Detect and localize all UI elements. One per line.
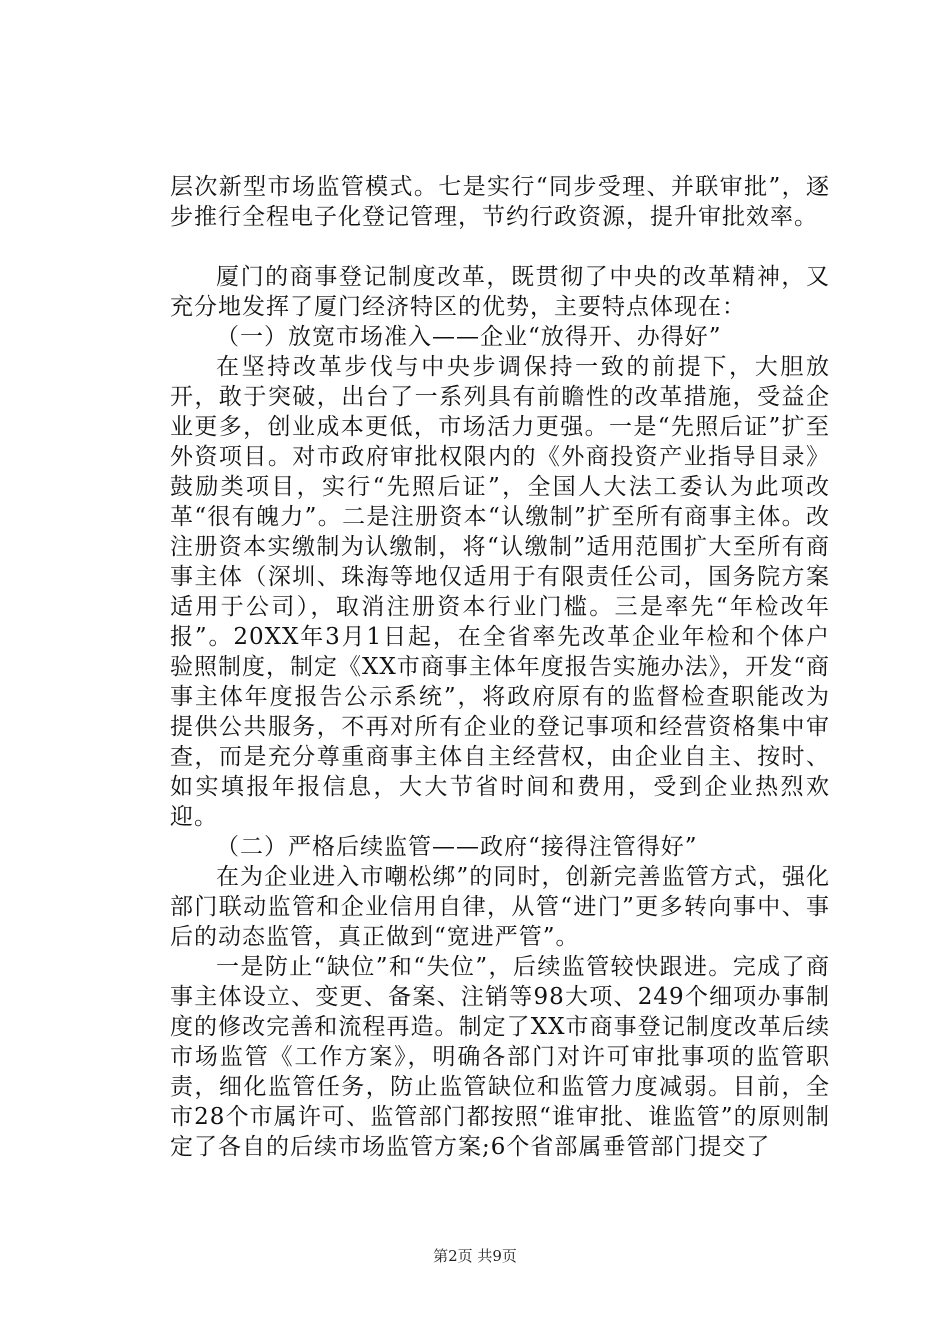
paragraph-supervision: 在为企业进入市嘲松绑”的同时，创新完善监管方式，强化部门联动监管和企业信用自律，从管“进门”更多转向事中、事后的动态监管，真正做到“宽进严管”。 xyxy=(170,864,830,950)
page-number-footer: 第2页 共9页 xyxy=(433,1247,517,1265)
paragraph-intro: 厦门的商事登记制度改革，既贯彻了中央的改革精神，又充分地发挥了厦门经济特区的优势，主要特点体现在： xyxy=(170,264,830,320)
section-heading-1: （一）放宽市场准入——企业“放得开、办得好” xyxy=(216,324,722,350)
paragraph-continuation: 层次新型市场监管模式。七是实行“同步受理、并联审批”，逐步推行全程电子化登记管理，节约行政资源，提升审批效率。 xyxy=(170,174,830,230)
document-body xyxy=(170,172,830,1162)
section-heading-2: （二）严格后续监管——政府“接得注管得好” xyxy=(216,834,698,860)
paragraph-market-access: 在坚持改革步伐与中央步调保持一致的前提下，大胆放开，敢于突破，出台了一系列具有前瞻性的改革措施，受益企业更多，创业成本更低，市场活力更强。一是“先照后证”扩至外资项目。对市政府审批权限内的《外商投资产业指导目录》鼓励类项目，实行“先照后证”，全国人大法工委认为此项改革“很有魄力”。二是注册资本“认缴制”扩至所有商事主体。改注册资本实缴制为认缴制，将“认缴制”适用范围扩大至所有商事主体（深圳、珠海等地仅适用于有限责任公司，国务院方案适用于公司），取消注册资本行业门槛。三是率先“年检改年报”。20XX年3月1日起，在全省率先改革企业年检和个体户验照制度，制定《XX市商事主体年度报告实施办法》，开发“商事主体年度报告公示系统”，将政府原有的监督检查职能改为提供公共服务，不再对所有企业的登记事项和经营资格集中审查，而是充分尊重商事主体自主经营权，由企业自主、按时、如实填报年报信息，大大节省时间和费用，受到企业热烈欢迎。 xyxy=(170,354,831,830)
paragraph-follow-up: 一是防止“缺位”和“失位”，后续监管较快跟进。完成了商事主体设立、变更、备案、注销等98大项、249个细项办事制度的修改完善和流程再造。制定了XX市商事登记制度改革后续市场监管《工作方案》，明确各部门对许可审批事项的监管职责，细化监管任务，防止监管缺位和监管力度减弱。目前，全市28个市属许可、监管部门都按照“谁审批、谁监管”的原则制定了各自的后续市场监管方案;6个省部属垂管部门提交了 xyxy=(170,954,830,1160)
